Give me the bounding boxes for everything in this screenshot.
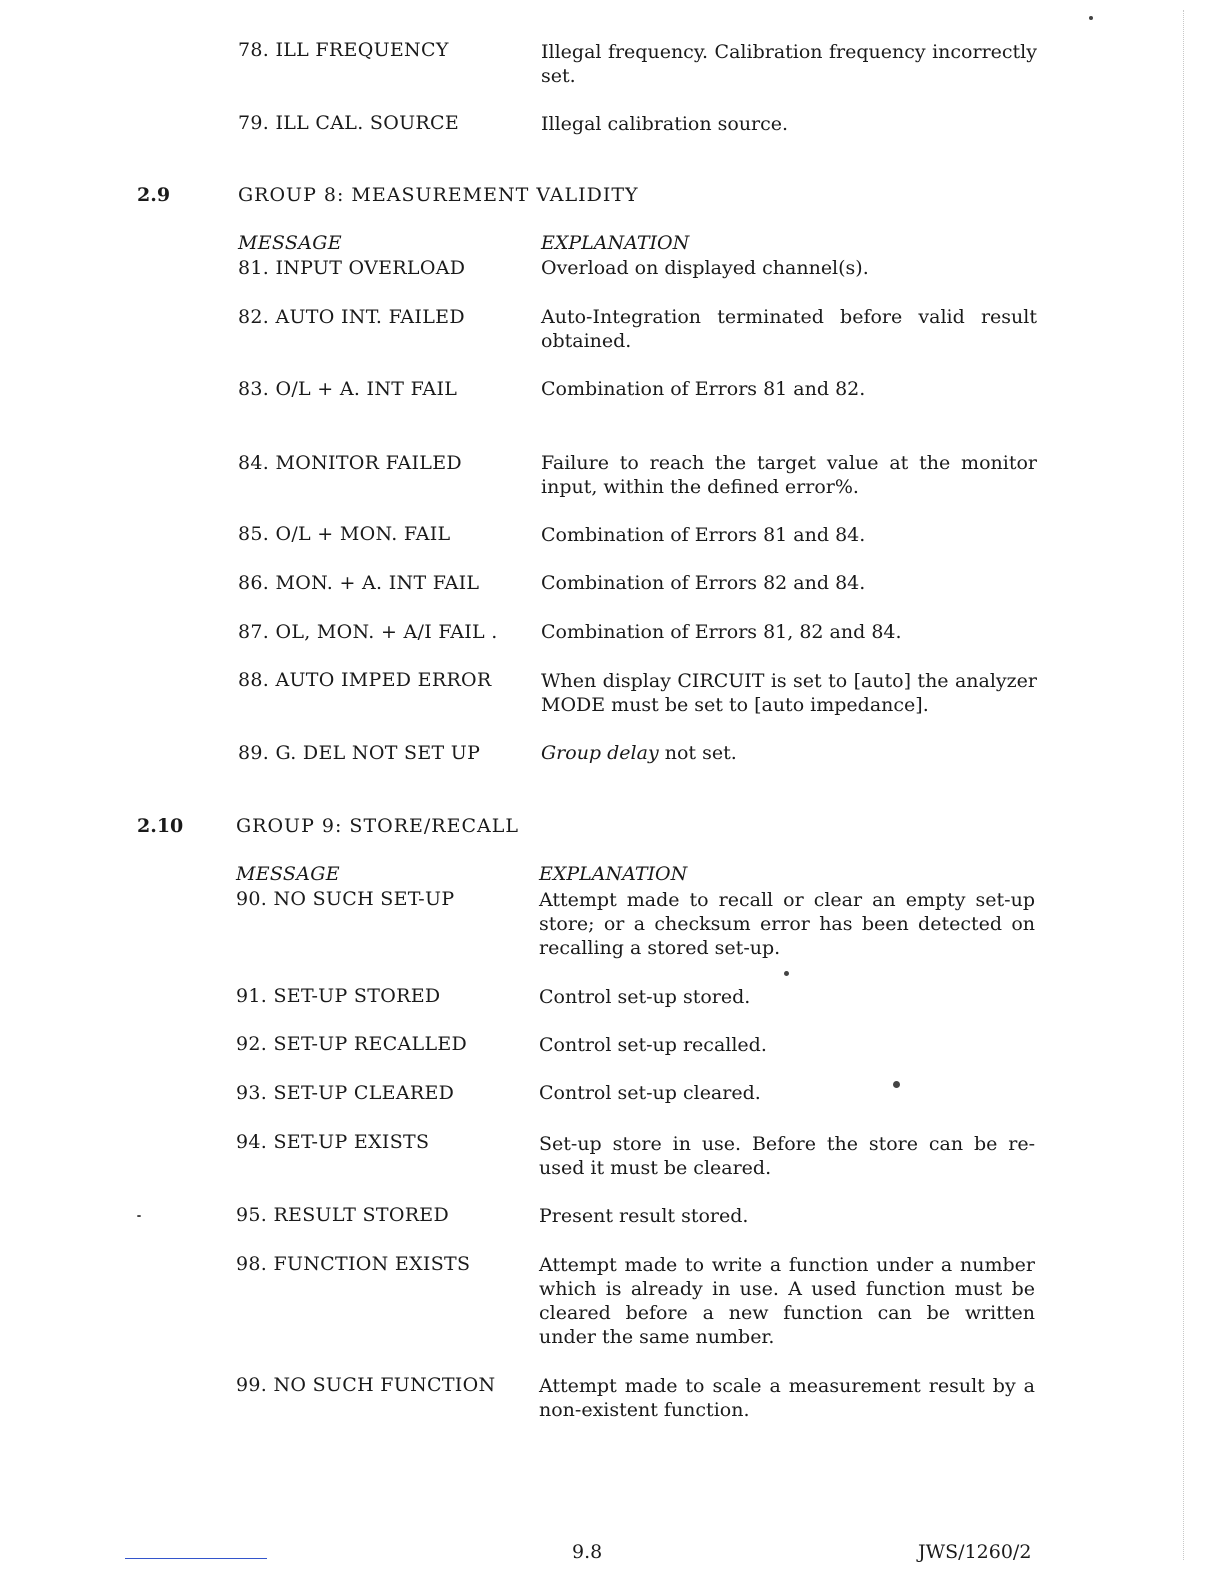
scan-speck — [137, 1215, 141, 1217]
explanation-83: Combination of Errors 81 and 82. — [541, 378, 866, 400]
column-header-message-2: MESSAGE — [236, 863, 340, 885]
message-85: 85. O/L + MON. FAIL — [238, 523, 451, 545]
message-81: 81. INPUT OVERLOAD — [238, 257, 466, 279]
scan-speck — [784, 971, 789, 976]
explanation-87: Combination of Errors 81, 82 and 84. — [541, 621, 902, 643]
explanation-98: Attempt made to write a function under a number which is already in use. A used function must be cleared before a new function can be written under the same number. — [539, 1254, 1035, 1348]
column-header-explanation: EXPLANATION — [541, 232, 690, 254]
explanation-92: Control set-up recalled. — [539, 1034, 767, 1056]
column-header-message: MESSAGE — [238, 232, 342, 254]
explanation-78: Illegal frequency. Calibration frequency incorrectly set. — [541, 41, 1037, 87]
section-number-2-9: 2.9 — [137, 184, 171, 206]
message-95: 95. RESULT STORED — [236, 1204, 450, 1226]
explanation-89-emphasis: Group delay — [541, 742, 659, 764]
explanation-99: Attempt made to scale a measurement result by a non-existent function. — [539, 1375, 1035, 1421]
message-86: 86. MON. + A. INT FAIL — [238, 572, 480, 594]
explanation-81: Overload on displayed channel(s). — [541, 257, 869, 279]
message-82: 82. AUTO INT. FAILED — [238, 306, 465, 328]
message-91: 91. SET-UP STORED — [236, 985, 441, 1007]
message-90: 90. NO SUCH SET-UP — [236, 888, 455, 910]
message-88: 88. AUTO IMPED ERROR — [238, 669, 492, 691]
message-99: 99. NO SUCH FUNCTION — [236, 1374, 496, 1396]
explanation-93: Control set-up cleared. — [539, 1082, 761, 1104]
message-93: 93. SET-UP CLEARED — [236, 1082, 455, 1104]
explanation-84: Failure to reach the target value at the monitor input, within the defined error%. — [541, 452, 1037, 498]
footer-underline — [125, 1558, 267, 1559]
message-78: 78. ILL FREQUENCY — [238, 39, 449, 61]
message-79: 79. ILL CAL. SOURCE — [238, 112, 460, 134]
scan-speck — [1089, 16, 1093, 20]
explanation-82: Auto-Integration terminated before valid result obtained. — [541, 306, 1037, 352]
scan-speck — [893, 1081, 900, 1088]
explanation-90: Attempt made to recall or clear an empty set-up store; or a checksum error has been detected on recalling a stored set-up. — [539, 889, 1035, 959]
explanation-91: Control set-up stored. — [539, 986, 751, 1008]
column-header-explanation-2: EXPLANATION — [539, 863, 688, 885]
explanation-79: Illegal calibration source. — [541, 113, 789, 135]
explanation-95: Present result stored. — [539, 1205, 749, 1227]
explanation-89 — [541, 741, 1037, 765]
message-98: 98. FUNCTION EXISTS — [236, 1253, 471, 1275]
message-94: 94. SET-UP EXISTS — [236, 1131, 430, 1153]
explanation-94: Set-up store in use. Before the store can be re-used it must be cleared. — [539, 1133, 1035, 1179]
message-84: 84. MONITOR FAILED — [238, 452, 462, 474]
message-83: 83. O/L + A. INT FAIL — [238, 378, 458, 400]
explanation-89-rest: not set. — [658, 742, 737, 764]
page-edge-rule — [1183, 10, 1184, 1560]
document-reference: JWS/1260/2 — [918, 1541, 1032, 1563]
message-87: 87. OL, MON. + A/I FAIL . — [238, 621, 498, 643]
section-title-group-8: GROUP 8: MEASUREMENT VALIDITY — [238, 184, 639, 206]
page-number: 9.8 — [572, 1541, 603, 1563]
explanation-88: When display CIRCUIT is set to [auto] the analyzer MODE must be set to [auto impedance]. — [541, 670, 1037, 716]
message-89: 89. G. DEL NOT SET UP — [238, 742, 481, 764]
section-title-group-9: GROUP 9: STORE/RECALL — [236, 815, 519, 837]
explanation-85: Combination of Errors 81 and 84. — [541, 524, 866, 546]
message-92: 92. SET-UP RECALLED — [236, 1033, 468, 1055]
section-number-2-10: 2.10 — [137, 815, 184, 837]
explanation-86: Combination of Errors 82 and 84. — [541, 572, 866, 594]
